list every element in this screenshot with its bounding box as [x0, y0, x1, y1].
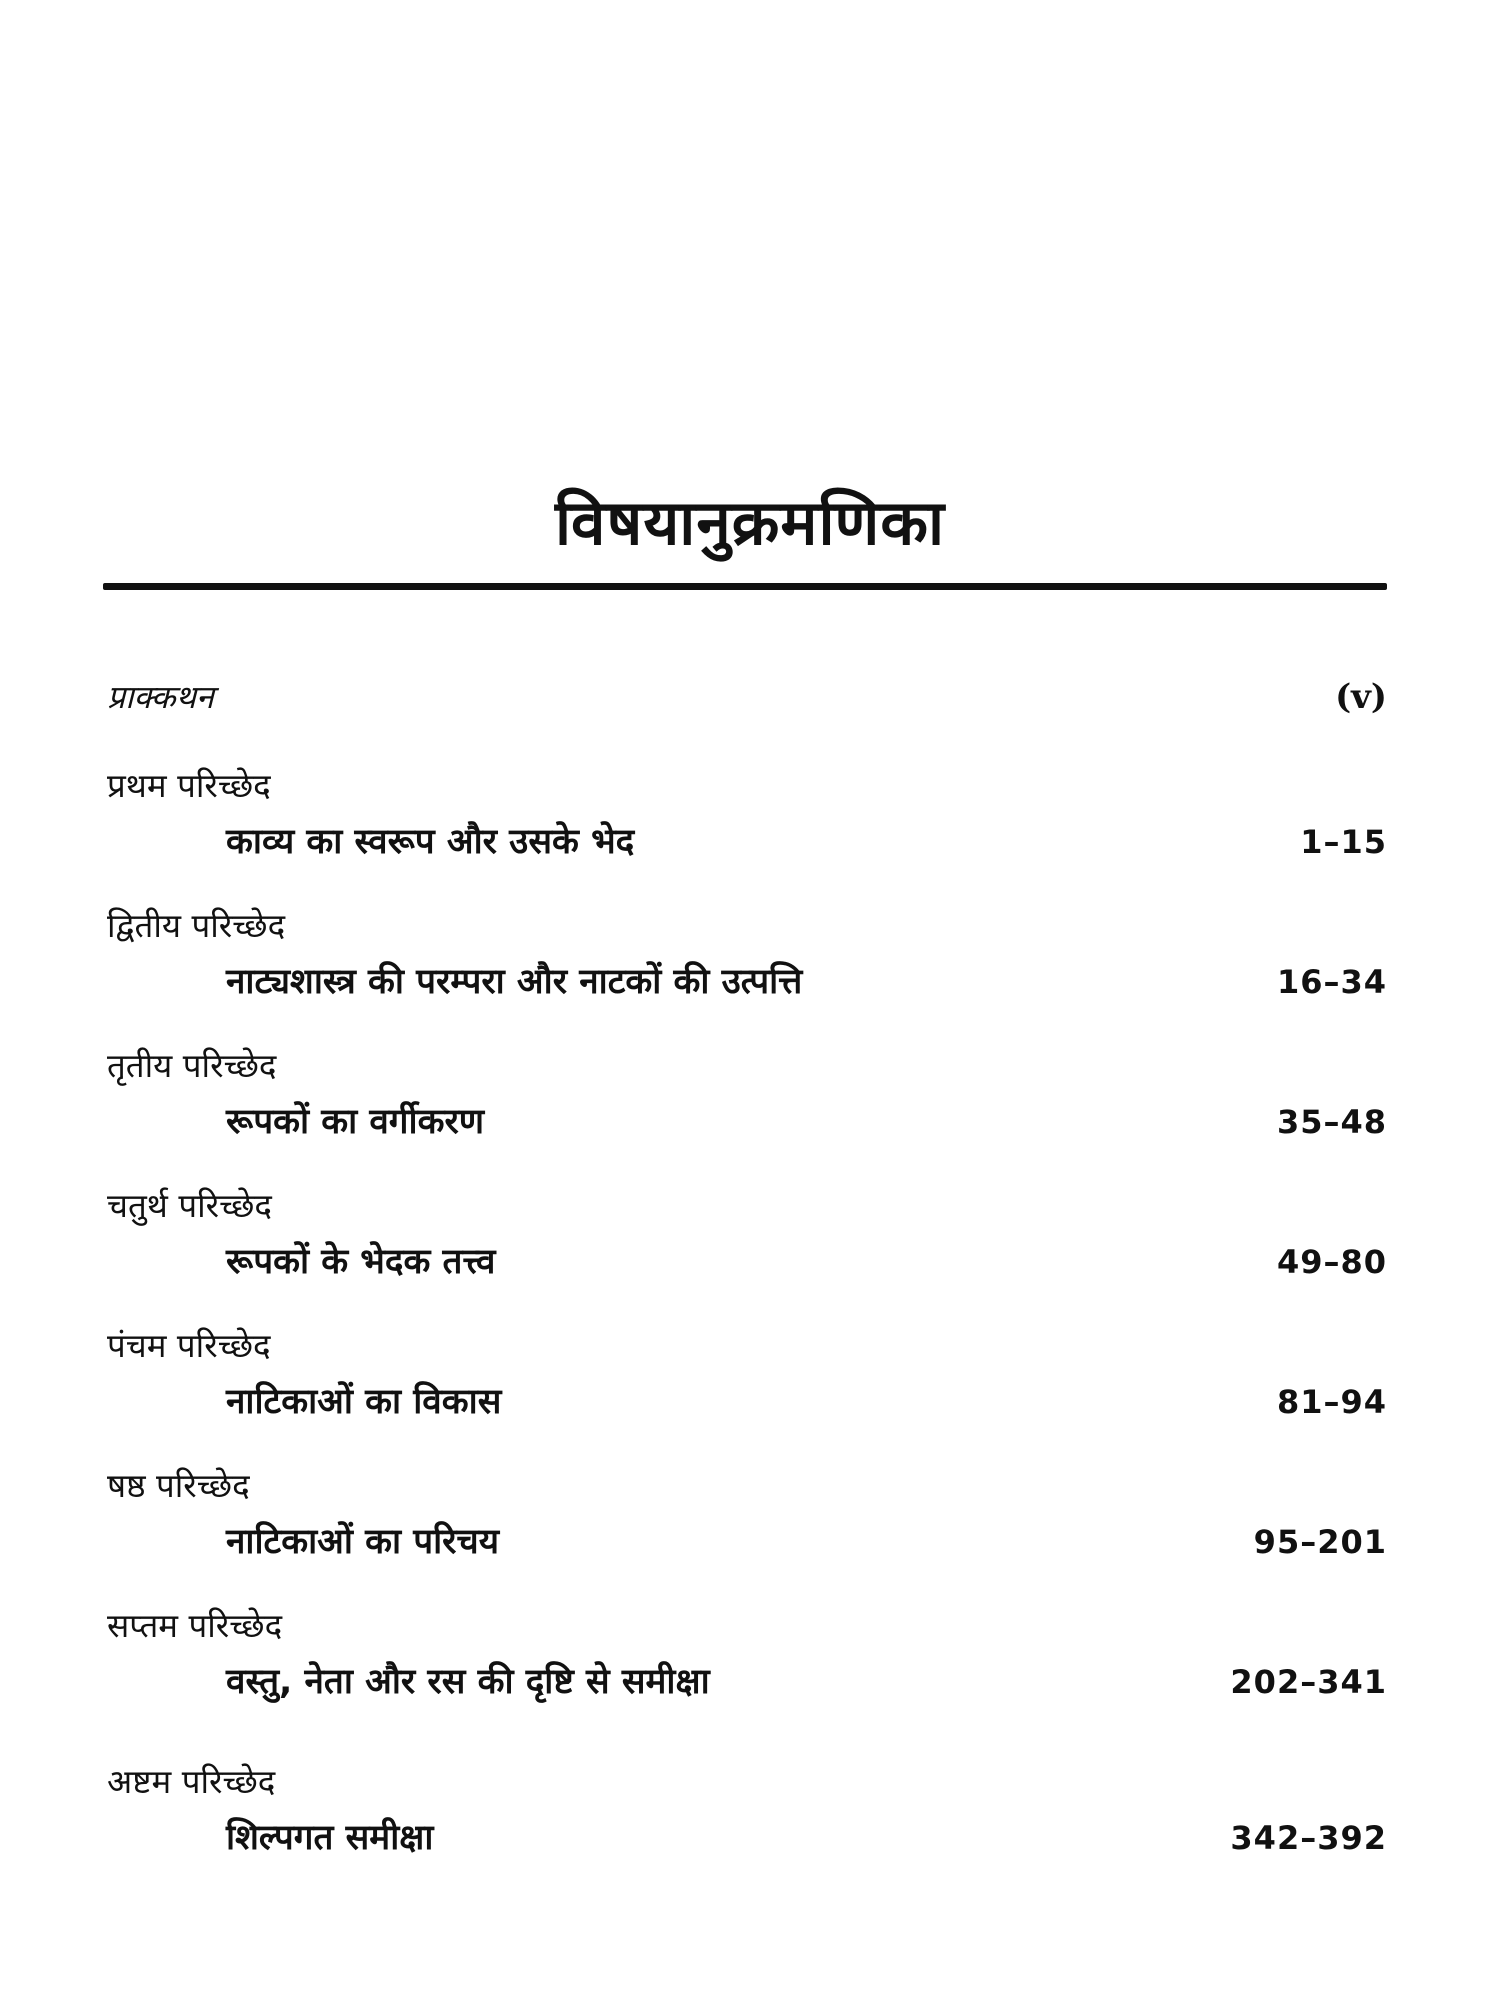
chapter-label: चतुर्थ परिच्छेद	[107, 1186, 272, 1225]
preface-page-number: (v)	[1335, 677, 1387, 717]
chapter-page-range: 95–201	[1253, 1523, 1387, 1561]
chapter-title: वस्तु, नेता और रस की दृष्टि से समीक्षा	[226, 1662, 710, 1702]
chapter-label: प्रथम परिच्छेद	[107, 766, 271, 805]
chapter-label: सप्तम परिच्छेद	[107, 1606, 283, 1645]
chapter-page-range: 16–34	[1276, 963, 1387, 1001]
chapter-label: अष्टम परिच्छेद	[107, 1762, 276, 1801]
toc-entry-chapter-3	[0, 1040, 1500, 1170]
toc-entry-chapter-7	[0, 1600, 1500, 1730]
chapter-label: तृतीय परिच्छेद	[107, 1046, 277, 1085]
chapter-page-range: 1–15	[1300, 823, 1387, 861]
toc-entry-chapter-6	[0, 1460, 1500, 1590]
chapter-label: पंचम परिच्छेद	[107, 1326, 271, 1365]
page-title: विषयानुक्रमणिका	[554, 486, 946, 559]
chapter-page-range: 81–94	[1276, 1383, 1387, 1421]
chapter-title: रूपकों के भेदक तत्त्व	[226, 1242, 496, 1282]
chapter-page-range: 342–392	[1230, 1819, 1387, 1857]
chapter-page-range: 49–80	[1276, 1243, 1387, 1281]
chapter-title: शिल्पगत समीक्षा	[226, 1818, 434, 1858]
chapter-page-range: 35–48	[1276, 1103, 1387, 1141]
chapter-title: नाट्यशास्त्र की परम्परा और नाटकों की उत्पत्ति	[226, 962, 803, 1002]
chapter-title: नाटिकाओं का विकास	[226, 1382, 502, 1422]
chapter-title: रूपकों का वर्गीकरण	[226, 1102, 485, 1142]
title-divider	[103, 583, 1387, 590]
chapter-title: नाटिकाओं का परिचय	[226, 1522, 500, 1562]
toc-entry-chapter-4	[0, 1180, 1500, 1310]
chapter-label: षष्ठ परिच्छेद	[107, 1466, 250, 1505]
chapter-title: काव्य का स्वरूप और उसके भेद	[226, 822, 635, 862]
toc-entry-chapter-5	[0, 1320, 1500, 1450]
chapter-page-range: 202–341	[1230, 1663, 1387, 1701]
toc-entry-chapter-8	[0, 1756, 1500, 1886]
toc-entry-chapter-2	[0, 900, 1500, 1030]
toc-entry-chapter-1	[0, 760, 1500, 890]
preface-label: प्राक्कथन	[107, 678, 214, 716]
chapter-label: द्वितीय परिच्छेद	[107, 906, 286, 945]
